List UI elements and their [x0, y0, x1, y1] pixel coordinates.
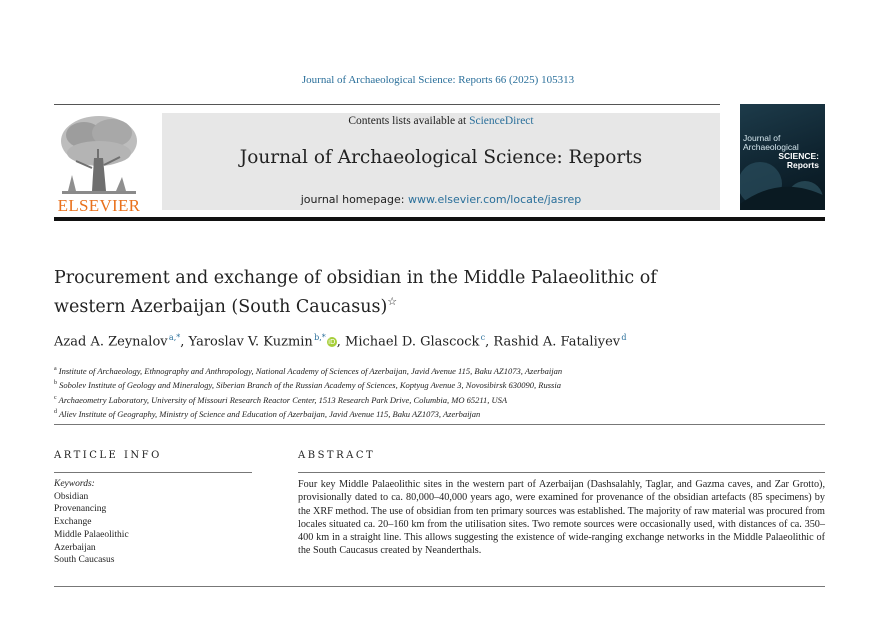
- title-footnote-star[interactable]: ☆: [387, 295, 398, 308]
- affiliation-mark: b: [54, 380, 57, 387]
- affiliations: [54, 363, 834, 420]
- journal-masthead: [162, 113, 720, 210]
- article-title-line-2: western Azerbaijan (South Caucasus): [54, 296, 388, 317]
- contents-prefix: Contents lists available at: [348, 115, 467, 127]
- affiliation-item: [54, 377, 834, 391]
- keyword-item[interactable]: Middle Palaeolithic: [54, 529, 129, 540]
- bottom-divider: [54, 586, 825, 587]
- header-rule: [54, 104, 720, 105]
- homepage-link[interactable]: www.elsevier.com/locate/jasrep: [407, 193, 582, 206]
- elsevier-logo-text: ELSEVIER: [57, 196, 141, 215]
- keywords-list: [54, 478, 254, 567]
- section-divider: [54, 424, 825, 425]
- abstract-text: Four key Middle Palaeolithic sites in the western part of Azerbaijan (Dashsalahly, Taglar, and Gazma caves, and Zar Grotto), provisionally dated to ca. 80,000–40,000 years ago, were examined for provenance of the obsidian artefacts (85 specimens) by the XRF method. The use of obsidian from ten primary sources was established. The majority of raw material was procured from locales situated ca. 20–160 km from the utilisation sites. Two remote sources were occasionally used, with distances of ca. 350–400 km in a straight line. This allows suggesting the existence of wide-ranging exchange networks in the Middle Palaeolithic of the South Caucasus created by Neanderthals.: [298, 479, 825, 557]
- keywords-label: Keywords:: [54, 479, 95, 489]
- article-info-heading: ARTICLE INFO: [54, 450, 162, 461]
- affiliation-item: [54, 406, 834, 420]
- author-name[interactable]: Azad A. Zeynalov: [54, 334, 168, 350]
- abstract-rule: [298, 472, 825, 473]
- affiliation-mark: d: [54, 408, 57, 415]
- keyword-item[interactable]: Provenancing: [54, 504, 107, 515]
- journal-reference-link[interactable]: Journal of Archaeological Science: Reports 66 (2025) 105313: [301, 74, 575, 86]
- article-title-line-1: Procurement and exchange of obsidian in the Middle Palaeolithic of: [54, 268, 657, 288]
- affiliation-text: Institute of Archaeology, Ethnography and Anthropology, National Academy of Sciences of Azerbaijan, Javid Avenue 115, Baku AZ1073, Azerbaijan: [58, 365, 563, 376]
- affiliation-text: Aliev Institute of Geography, Ministry of Science and Education of Azerbaijan, Javid Avenue 115, Baku AZ1073, Azerbaijan: [58, 408, 481, 419]
- affiliation-text: Archaeometry Laboratory, University of Missouri Research Reactor Center, 1513 Research Park Drive, Columbia, MO 65211, USA: [58, 394, 508, 405]
- article-info-rule: [54, 472, 252, 473]
- keyword-item[interactable]: Exchange: [54, 517, 92, 528]
- author-affiliation-mark[interactable]: a,*: [168, 333, 181, 342]
- author-list: Azad A. Zeynalov $^{a,*}$, Yaroslav V. Kuzmin $^{b,*}$iD, Michael D. Glascock $^c$, Rashid A. Fataliyev $^d$: [54, 333, 627, 350]
- homepage-prefix: journal homepage:: [300, 193, 405, 206]
- journal-homepage: [162, 193, 720, 206]
- cover-line-4: Reports: [786, 160, 819, 170]
- cover-title: [743, 134, 823, 170]
- keyword-item[interactable]: Obsidian: [54, 491, 89, 502]
- author-affiliation-mark[interactable]: d: [621, 333, 627, 342]
- cover-line-2: Archaeological: [743, 142, 799, 152]
- keyword-item[interactable]: South Caucasus: [54, 555, 115, 566]
- author-name[interactable]: Yaroslav V. Kuzmin: [188, 334, 313, 350]
- abstract-heading: ABSTRACT: [298, 450, 376, 461]
- author-affiliation-mark[interactable]: b,*: [314, 333, 326, 342]
- affiliation-item: [54, 363, 834, 377]
- affiliation-mark: a: [54, 366, 57, 372]
- author-affiliation-mark[interactable]: c: [480, 333, 486, 342]
- sciencedirect-link[interactable]: ScienceDirect: [469, 115, 534, 127]
- orcid-icon[interactable]: iD: [328, 338, 336, 347]
- author-name[interactable]: Michael D. Glascock: [345, 334, 480, 350]
- header-divider: [54, 217, 825, 221]
- keyword-item[interactable]: Azerbaijan: [54, 542, 96, 553]
- affiliation-text: Sobolev Institute of Geology and Mineralogy, Siberian Branch of the Russian Academy of Sciences, Koptyug Avenue 3, Novosibirsk 630090, Russia: [59, 380, 561, 391]
- cover-line-1: Journal of: [743, 133, 781, 143]
- cover-line-3: SCIENCE:: [778, 151, 819, 161]
- affiliation-mark: c: [54, 394, 57, 401]
- article-title: [54, 267, 774, 319]
- journal-cover-image[interactable]: [740, 104, 825, 210]
- journal-title: Journal of Archaeological Science: Reports: [239, 147, 643, 168]
- author-name[interactable]: Rashid A. Fataliyev: [493, 334, 621, 350]
- affiliation-item: [54, 392, 834, 406]
- contents-availability: [162, 115, 720, 127]
